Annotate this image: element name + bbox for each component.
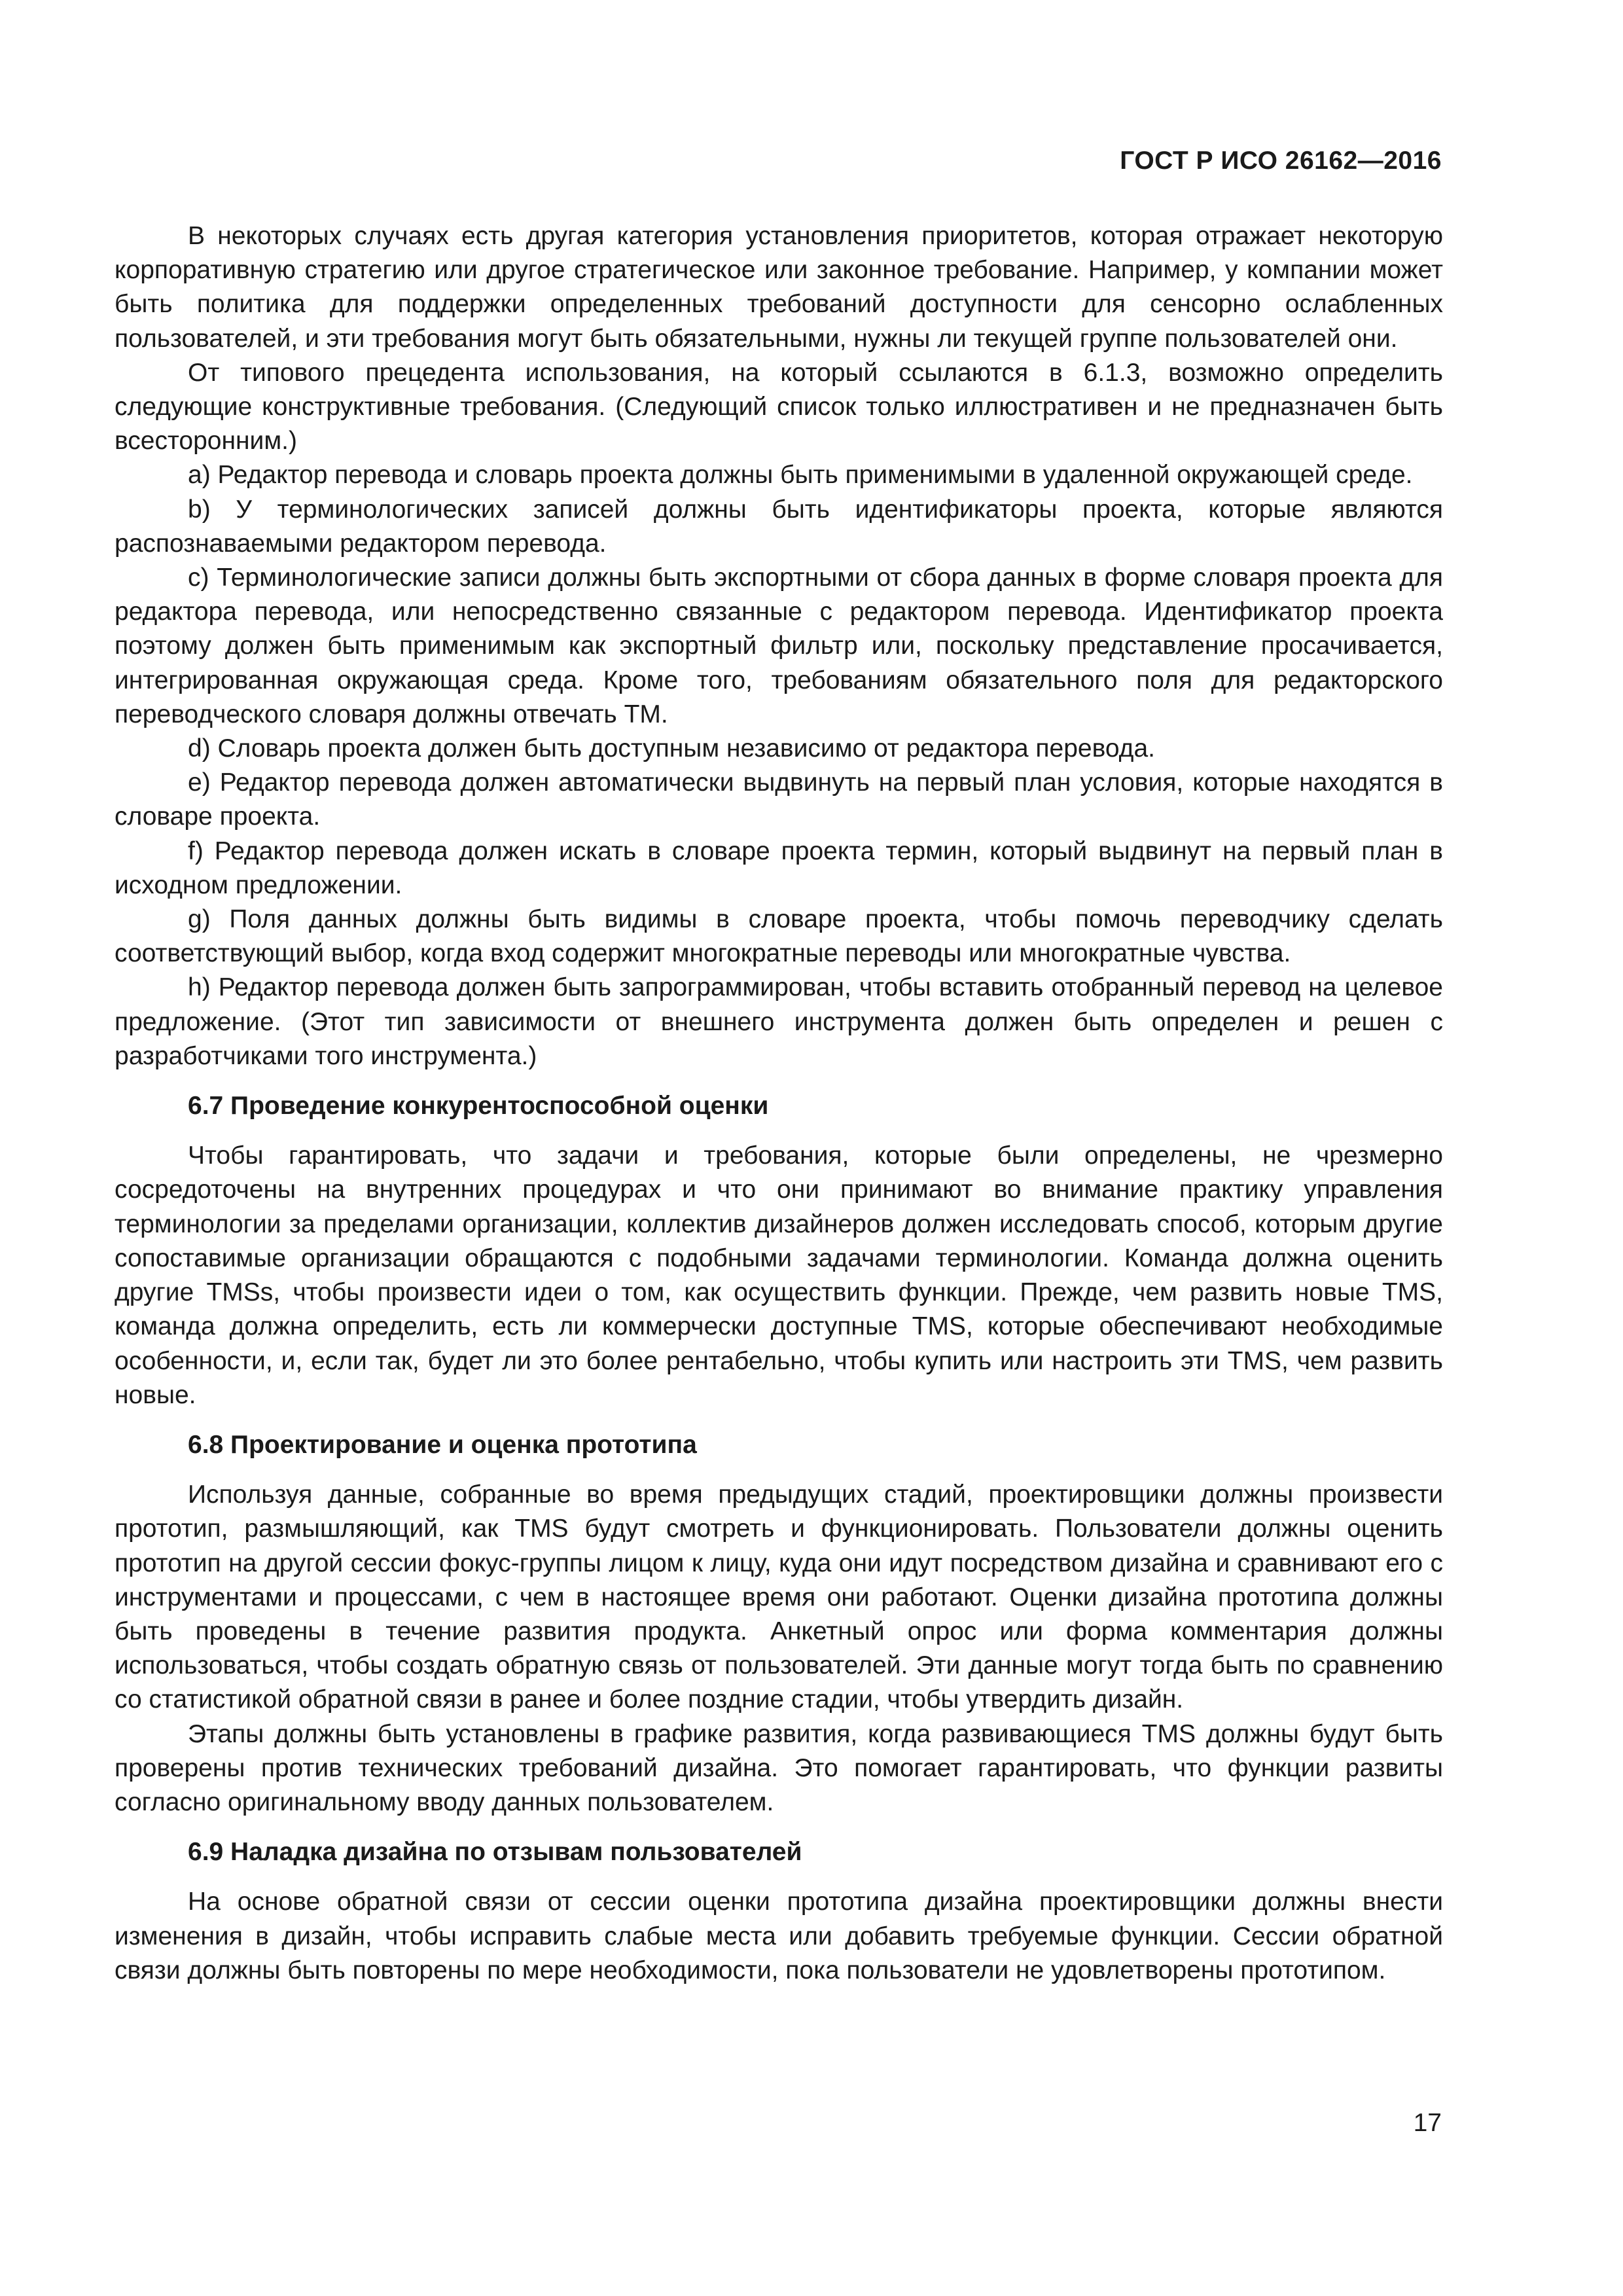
page-number: 17: [1413, 2109, 1442, 2137]
section-paragraph: Чтобы гарантировать, что задачи и требования, которые были определены, не чрезмерно сосредоточены на внутренних процедурах и что они принимают во внимание практику управления терминологии за пределами организации, коллектив дизайнеров должен исследовать способ, которым другие сопоставимые организации обращаются с подобными задачами терминологии. Команда должна оценить другие TMSs, чтобы произвести идеи о том, как осуществить функции. Прежде, чем развить новые TMS, команда должна определить, есть ли коммерчески доступные TMS, которые обеспечивают необходимые особенности, и, если так, будет ли это более рентабельно, чтобы купить или настроить эти TMS, чем развить новые.: [115, 1141, 1443, 1409]
list-item: g) Поля данных должны быть видимы в словаре проекта, чтобы помочь переводчику сделать соответствующий выбор, когда вход содержит многократные переводы или многократные чувства.: [115, 905, 1443, 968]
list-item: e) Редактор перевода должен автоматически выдвинуть на первый план условия, которые находятся в словаре проекта.: [115, 768, 1443, 831]
list-item: f) Редактор перевода должен искать в словаре проекта термин, который выдвинут на первый план в исходном предложении.: [115, 836, 1443, 899]
list-item: c) Терминологические записи должны быть экспортными от сбора данных в форме словаря проекта для редактора перевода, или непосредственно связанные с редактором перевода. Идентификатор проекта поэтому должен быть применимым как экспортный фильтр или, поскольку представление просачивается, интегрированная окружающая среда. Кроме того, требованиям обязательного поля для редакторского переводческого словаря должны отвечать ТМ.: [115, 564, 1443, 728]
list-item: h) Редактор перевода должен быть запрограммирован, чтобы вставить отобранный перевод на целевое предложение. (Этот тип зависимости от внешнего инструмента должен быть определен и решен с разработчиками того инструмента.): [115, 973, 1443, 1070]
list-item: a) Редактор перевода и словарь проекта должны быть применимыми в удаленной окружающей среде.: [188, 461, 1413, 490]
standard-header: ГОСТ Р ИСО 26162—2016: [1120, 147, 1442, 175]
intro-paragraph: От типового прецедента использования, на который ссылаются в 6.1.3, возможно определить следующие конструктивные требования. (Следующий список только иллюстративен и не предназначен быть всесторонним.): [115, 358, 1443, 456]
section-heading-6-8: 6.8 Проектирование и оценка прототипа: [188, 1430, 697, 1459]
page-content: [115, 219, 1443, 1988]
section-paragraph: На основе обратной связи от сессии оценки прототипа дизайна проектировщики должны внести изменения в дизайн, чтобы исправить слабые места или добавить требуемые функции. Сессии обратной связи должны быть повторены по мере необходимости, пока пользователи не удовлетворены прототипом.: [115, 1888, 1443, 1984]
section-paragraph: Этапы должны быть установлены в графике развития, когда развивающиеся TMS должны будут быть проверены против технических требований дизайна. Это помогает гарантировать, что функции развиты согласно оригинальному вводу данных пользователем.: [115, 1719, 1443, 1816]
section-paragraph: Используя данные, собранные во время предыдущих стадий, проектировщики должны произвести прототип, размышляющий, как TMS будут смотреть и функционировать. Пользователи должны оценить прототип на другой сессии фокус-группы лицом к лицу, куда они идут посредством дизайна и сравнивают его с инструментами и процессами, с чем в настоящее время они работают. Оценки дизайна прототипа должны быть проведены в течение развития продукта. Анкетный опрос или форма комментария должны использоваться, чтобы создать обратную связь от пользователей. Эти данные могут тогда быть по сравнению со статистикой обратной связи в ранее и более поздние стадии, чтобы утвердить дизайн.: [115, 1480, 1443, 1714]
section-heading-6-9: 6.9 Наладка дизайна по отзывам пользователей: [188, 1838, 802, 1867]
intro-paragraph: В некоторых случаях есть другая категория установления приоритетов, которая отражает некоторую корпоративную стратегию или другое стратегическое или законное требование. Например, у компании может быть политика для поддержки определенных требований доступности для сенсорно ослабленных пользователей, и эти требования могут быть обязательными, нужны ли текущей группе пользователей они.: [115, 222, 1443, 353]
section-heading-6-7: 6.7 Проведение конкурентоспособной оценки: [188, 1092, 769, 1121]
list-item: d) Словарь проекта должен быть доступным независимо от редактора перевода.: [188, 734, 1155, 763]
list-item: b) У терминологических записей должны быть идентификаторы проекта, которые являются распознаваемыми редактором перевода.: [115, 495, 1443, 558]
